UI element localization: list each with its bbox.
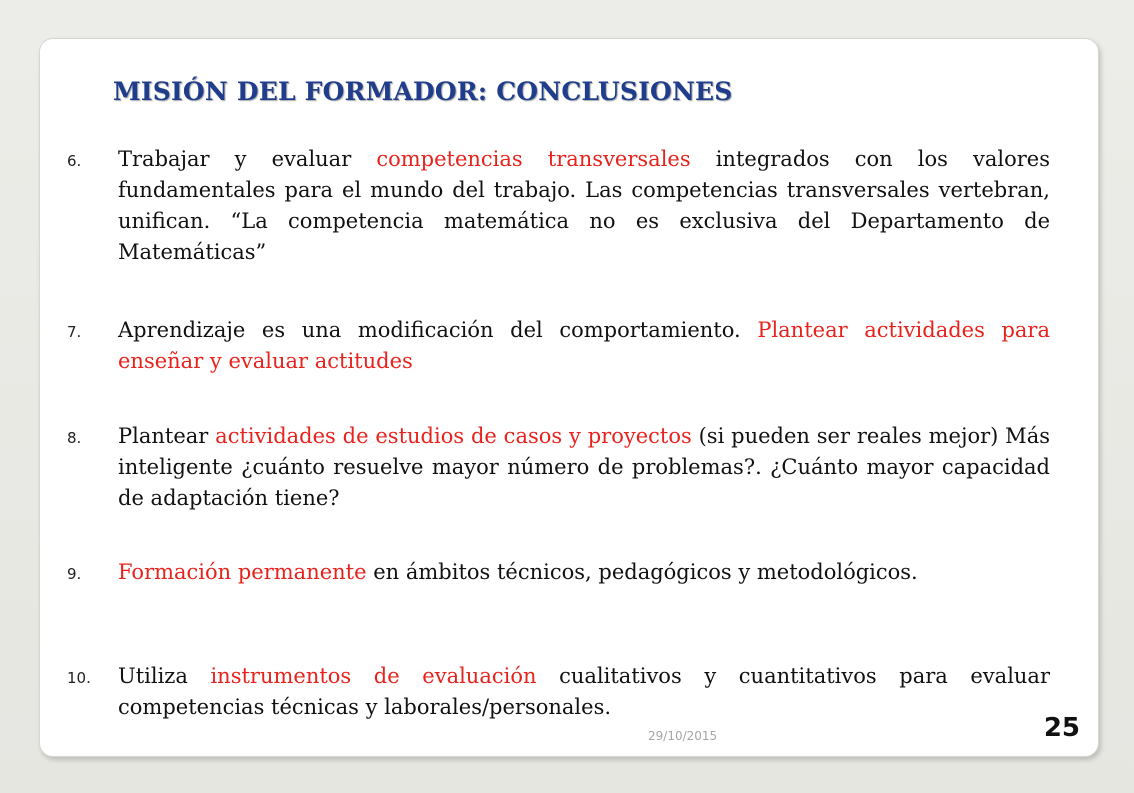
item-text	[118, 557, 1050, 588]
item-text-highlight: actividades de estudios de casos y proyectos	[215, 424, 692, 448]
item-text-highlight: instrumentos de evaluación	[210, 664, 537, 688]
item-number: 7.	[67, 323, 82, 341]
page-number: 25	[1043, 713, 1080, 743]
item-text	[118, 661, 1050, 723]
item-text-plain: en ámbitos técnicos, pedagógicos y metodológicos.	[366, 560, 918, 584]
item-text-plain: Aprendizaje es una modificación del comportamiento.	[118, 318, 758, 342]
item-number: 6.	[67, 152, 82, 170]
item-text-plain: cualitativos y cuantitativos para evaluar competencias técnicas y laborales/personales.	[118, 664, 1050, 719]
item-text-plain: Utiliza	[118, 664, 211, 688]
item-text	[118, 315, 1050, 377]
item-text-plain: integrados con los valores fundamentales para el mundo del trabajo. Las competencias transversales vertebran, unifican. “La competencia matemática no es exclusiva del Departamento de Matemáticas”	[118, 147, 1050, 264]
slide-title: MISIÓN DEL FORMADOR: CONCLUSIONES	[113, 77, 733, 106]
item-text-highlight: competencias transversales	[376, 147, 691, 171]
item-text-plain: Plantear	[118, 424, 216, 448]
item-number: 10.	[67, 669, 91, 687]
slide-card	[39, 38, 1099, 757]
item-number: 8.	[67, 429, 82, 447]
item-text-plain: Trabajar y evaluar	[118, 147, 377, 171]
item-text-plain: (si pueden ser reales mejor) Más inteligente ¿cuánto resuelve mayor número de problemas?. ¿Cuánto mayor capacidad de adaptación tiene?	[118, 424, 1050, 510]
item-text	[118, 421, 1050, 514]
item-text-highlight: Formación permanente	[118, 560, 367, 584]
slide-date: 29/10/2015	[648, 729, 718, 743]
item-text-highlight: Plantear actividades para enseñar y evaluar actitudes	[118, 318, 1050, 373]
item-number: 9.	[67, 565, 82, 583]
item-text	[118, 144, 1050, 268]
